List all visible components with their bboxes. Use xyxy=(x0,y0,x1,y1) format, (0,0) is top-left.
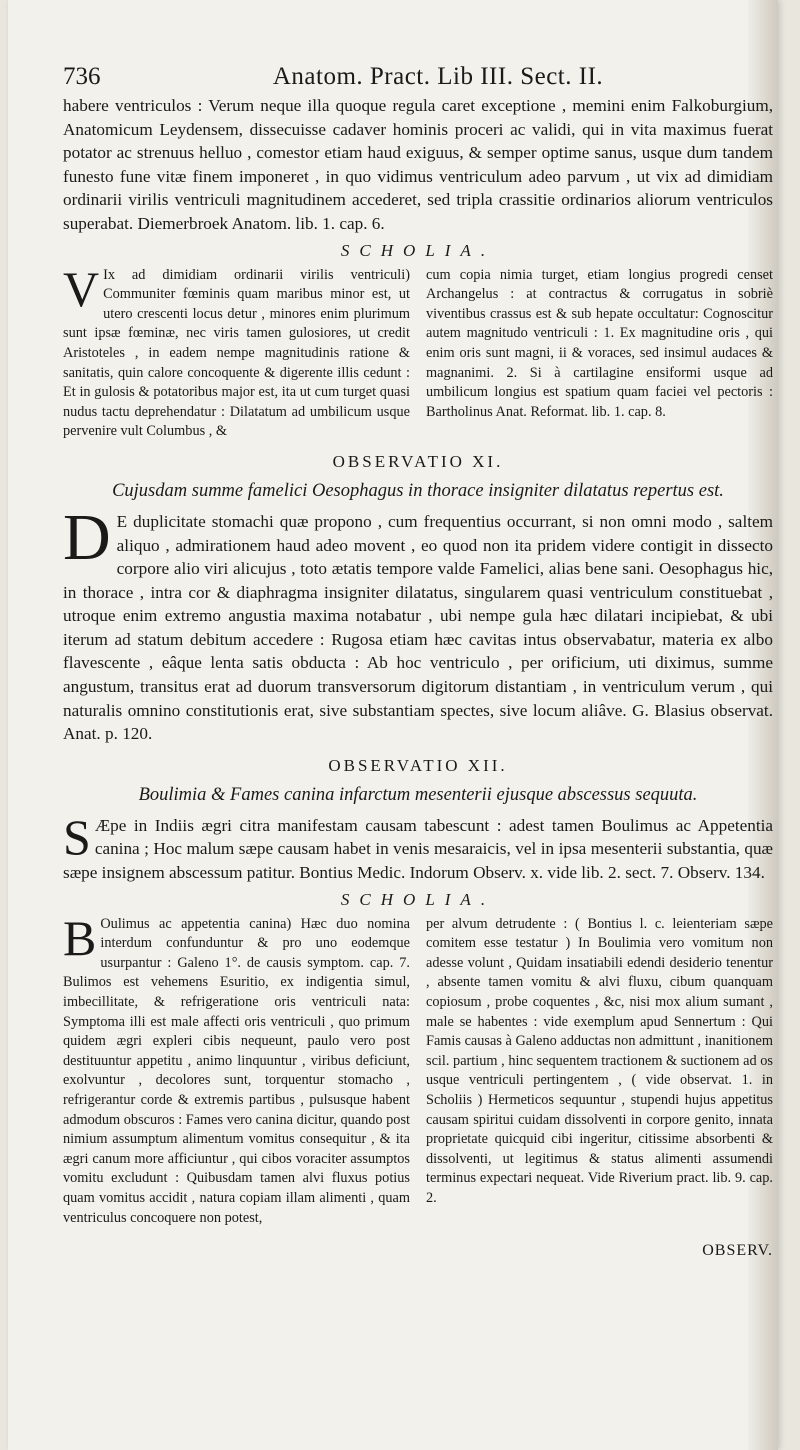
scholia-2-left-text: Oulimus ac appetentia canina) Hæc duo nomina interdum confunduntur & pro uno eodemque usurpantur : Galeno 1°. de causis symptom. cap. 7. Bulimos est vehemens Esuritio, ex indigentia simul, imbecillitate, & refrigeratione oris ventriculi nata: Symptoma illi est male affecti oris ventriculi , quo primum quidem ægri expleri cibis nequeunt, paulo vero post destituuntur appetitu , animo linquuntur , viribus deficiunt, exolvuntur , decolores sunt, torquentur stomacho , refrigerantur corde & extremis partibus , pulsusque habent admodum obscuros : Fames vero canina dicitur, quando post nimium assumptum alimentum vomitus consequitur , & ita ægri canum more afficiuntur , qui cibos voraciter assumptos vomitu excludunt : Quibusdam tamen alvi fluxus potius quam vomitus accidit , natura copiam illam alimenti , quam ventriculus concoquere non potest, xyxy=(63,915,410,1226)
book-page xyxy=(8,0,778,1450)
scholia-1-left-text: Ix ad dimidiam ordinarii virilis ventriculi) Communiter fœminis quam maribus minor est, ut utero crescenti locus detur , minores enim plurimum sunt ipsæ fœminæ, nec viris tamen gulosiores, ut credit Aristoteles , in eadem nempe magnitudinis ratione & sanitatis, quin calore concoquente & digerente illis cedunt : Et in gulosis & potatoribus major est, ita ut cum turget quasi nudus tactu deprehendatur : Dilatatum ad umbilicum usque pervenire vult Columbus , & xyxy=(63,266,410,440)
scholia-1-dropcap: V xyxy=(63,260,100,317)
intro-paragraph: habere ventriculos : Verum neque illa quoque regula caret exceptione , memini enim Falkoburgium, Anatomicum Leydensem, dissecuisse cadaver hominis proceri ac validi, qui in vita maximus fuerat potator ac strenuus helluo , comestor etiam haud exiguus, & semper optime sanus, usque dum tandem funesto fune vitæ finem imponeret , in quo vidimus ventriculum adeo parvum , ut vix ad dimidiam ordinarii virilis ventriculi magnitudinem accederet, sed tripla crassitie ordinarios aliorum ventriculos superabat. Diemerbroek Anatom. lib. 1. cap. 6. xyxy=(63,96,773,233)
observatio-12-text xyxy=(63,808,773,885)
observatio-11-heading: OBSERVATIO XI. xyxy=(332,451,504,471)
observatio-12-dropcap: S xyxy=(63,808,91,865)
running-title: Anatom. Pract. Lib III. Sect. II. xyxy=(272,63,604,90)
scholia-2-dropcap: B xyxy=(63,909,97,966)
scholia-heading: SCHOLIA. xyxy=(340,240,496,260)
catchword: OBSERV. xyxy=(702,1242,773,1260)
observatio-11-body: E duplicitate stomachi quæ propono , cum frequentius occurrant, si non omni modo , saltem aliquo , admirationem haud adeo movent , eo quod non ita pridem videre contigit in dissecto corpore alio viri alicujus , toto ætatis tempore valde Famelici, alias bene sani. Oesophagus hic, in thorace , intra cor & diaphragma insigniter dilatatus, singularem quasi ventriculum constituebat , utroque enim extremo angustia maxima notabatur , ubi nempe gula hæc dilatari incipiebat, & ubi iterum ad statum debitum accedere : Rugosa etiam hæc cavitas intus observabatur, materia ex albo flavescente , eâque lenta satis obducta : Ab hoc ventriculo , per orificium, uti diximus, summe angustum, transitus erat ad duorum transversorum digitorum distantiam , in ventriculum verum , qui naturalis omnino constitutionis erat, sive substantiam spectes, sive locum aliâve. G. Blasius observat. Anat. p. 120. xyxy=(63,511,773,744)
scholia-1-left xyxy=(63,260,410,442)
observatio-11-title: Cujusdam summe famelici Oesophagus in thorace insigniter dilatatus repertus est. xyxy=(112,480,724,501)
observatio-12-title: Boulimia & Fames canina infarctum mesenterii ejusque abscessus sequuta. xyxy=(138,784,698,805)
page-header xyxy=(63,60,773,94)
scholia-2-left xyxy=(63,909,410,1229)
scholia-1-right: cum copia nimia turget, etiam longius progredi censet Archangelus : at contractus & corrugatus in sobriè viventibus crassus est & sub hepate occultatur: Cognoscitur autem magnitudo ventriculi : 1. Ex magnitudine oris , qui enim oris sunt magni, ii & voraces, sed insimul audaces & magnanimi. 2. Si à cartilagine ensiformi usque ad umbilicum longius est spatium quam faciei vel pectoris : Bartholinus Anat. Reformat. lib. 1. cap. 8. xyxy=(426,266,773,420)
scholia-heading-2: SCHOLIA. xyxy=(340,889,496,909)
observatio-11-text xyxy=(63,500,773,746)
observatio-12-body: Æpe in Indiis ægri citra manifestam causam tabescunt : adest tamen Boulimus ac Appetentia canina ; Hoc malum sæpe causam habet in venis mesaraicis, vel in ipsa mesenterii substantia, quæ sæpe insignem abscessum patitur. Bontius Medic. Indorum Observ. x. vide lib. 2. sect. 7. Observ. 134. xyxy=(63,815,773,883)
scholia-2 xyxy=(63,909,773,1229)
observatio-12-heading: OBSERVATIO XII. xyxy=(328,755,508,775)
observatio-11-dropcap: D xyxy=(63,500,111,574)
scholia-2-right: per alvum detrudente : ( Bontius l. c. leienteriam sæpe comitem esse testatur ) In Boulimia vero vomitum non adesse volunt , Quidam insatiabili edendi desiderio tenentur , absente tamen vomitu & alvi fluxu, cibum quanquam copiosum , probe coquentes , &c, nisi mox alium sumant , male se habentes : vide exemplum apud Sennertum : Qui Famis causas à Galeno adductas non admittunt , inanitionem scil. partium , hinc sequentem tractionem & suctionem ad os usque ventriculi pertingentem , ( vide observat. 1. in Scholiis ) Hermeticos sequuntur , stupendi hujus appetitus causam spiritui cuidam dissolventi in corpore genito, innata proprietate quicquid cibi ingeritur, citissime absorbenti & dissolventi, ut legitimus & status alimenti assumendi terminus expectari nequeat. Vide Riverium pract. lib. 9. cap. 2. xyxy=(426,915,773,1206)
page-content xyxy=(63,60,773,1260)
scholia-1 xyxy=(63,260,773,442)
page-number: 736 xyxy=(63,63,101,90)
